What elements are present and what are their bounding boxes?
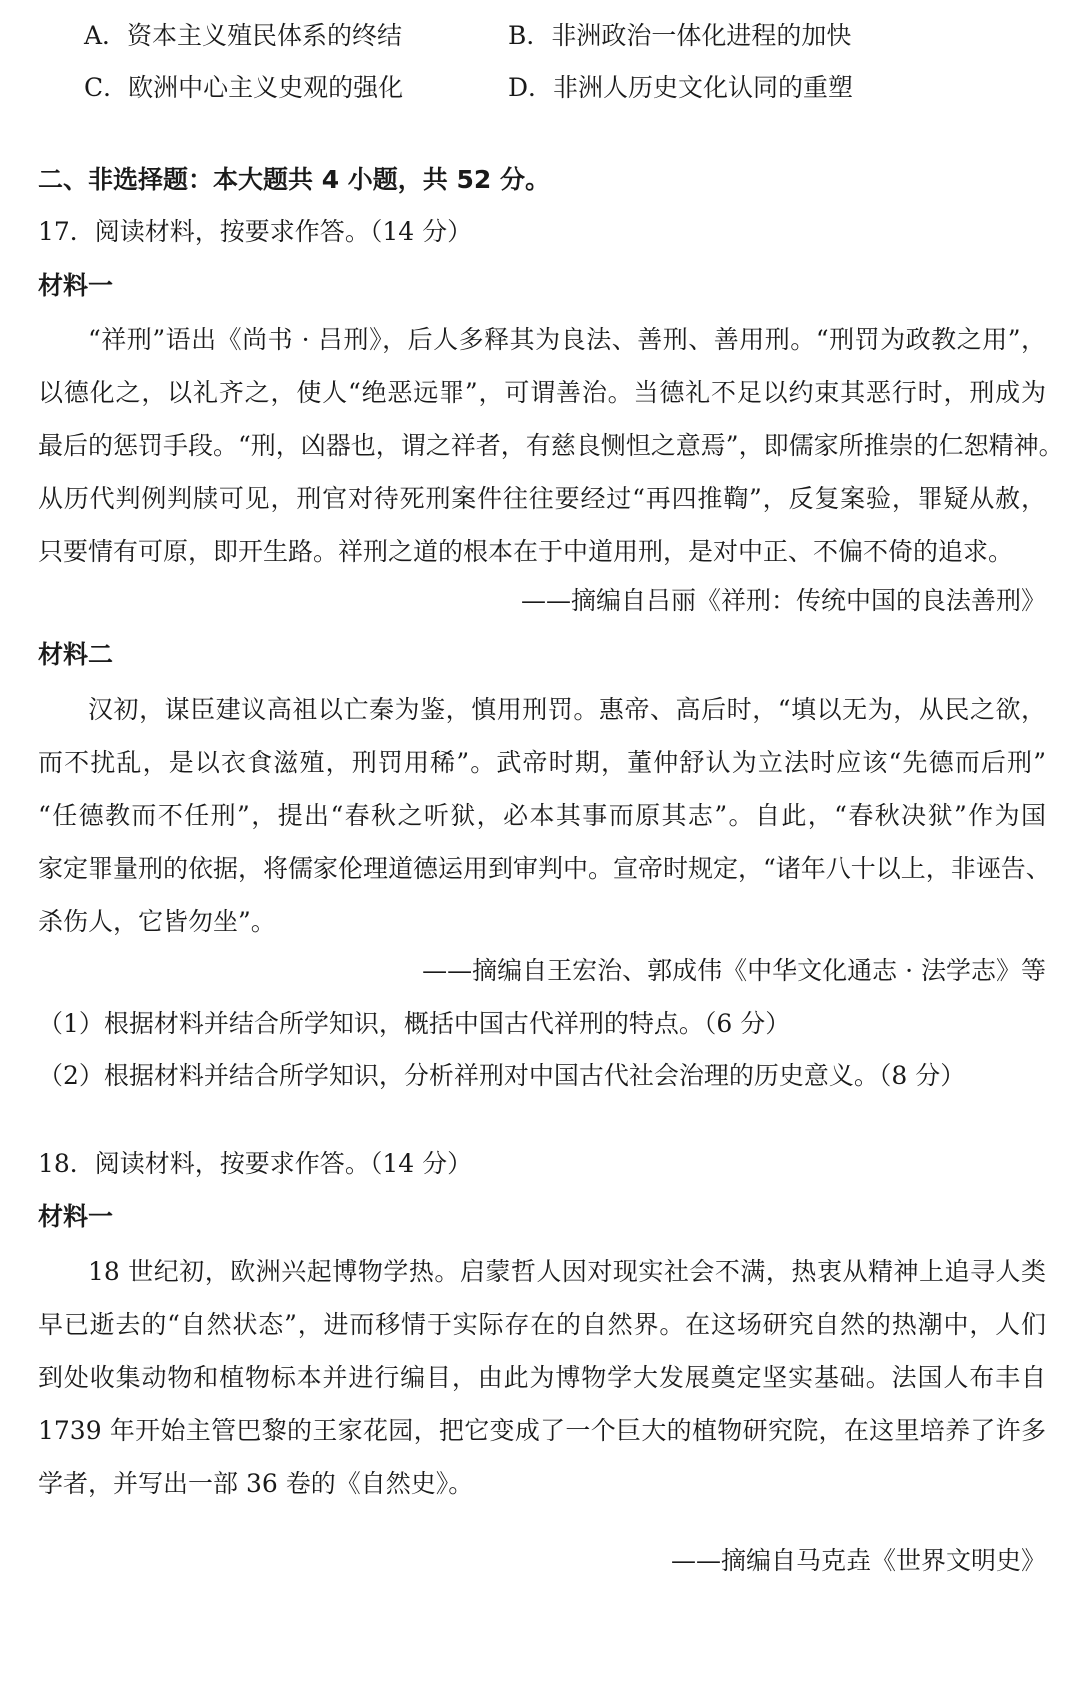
q18-m1-line-5: 学者，并写出一部 36 卷的《自然史》。 bbox=[38, 1469, 474, 1498]
option-d: D．非洲人历史文化认同的重塑 bbox=[508, 73, 854, 102]
q17-m1-source: ——摘编自吕丽《祥刑：传统中国的良法善刑》 bbox=[520, 586, 1046, 615]
q17-m2-source: ——摘编自王宏治、郭成伟《中华文化通志 · 法学志》等 bbox=[422, 956, 1046, 985]
q18-m1-line-4: 1739 年开始主管巴黎的王家花园，把它变成了一个巨大的植物研究院，在这里培养了许多 bbox=[38, 1416, 1046, 1445]
q17-subquestion-2: （2）根据材料并结合所学知识，分析祥刑对中国古代社会治理的历史意义。（8 分） bbox=[38, 1061, 966, 1090]
q17-material1-label: 材料一 bbox=[38, 271, 114, 300]
q17-material2-label: 材料二 bbox=[38, 640, 114, 669]
q17-m2-line-4: 家定罪量刑的依据，将儒家伦理道德运用到审判中。宣帝时规定，“诸年八十以上，非诬告、 bbox=[38, 854, 1051, 883]
q18-m1-line-3: 到处收集动物和植物标本并进行编目，由此为博物学大发展奠定坚实基础。法国人布丰自 bbox=[38, 1363, 1046, 1392]
q18-m1-line-2: 早已逝去的“自然状态”，进而移情于实际存在的自然界。在这场研究自然的热潮中，人们 bbox=[38, 1310, 1046, 1339]
option-c: C．欧洲中心主义史观的强化 bbox=[84, 73, 404, 102]
q17-m2-line-1: 汉初，谋臣建议高祖以亡秦为鉴，慎用刑罚。惠帝、高后时，“填以无为，从民之欲， bbox=[88, 695, 1046, 724]
q18-m1-source: ——摘编自马克垚《世界文明史》 bbox=[670, 1546, 1046, 1575]
q17-m2-line-2: 而不扰乱，是以衣食滋殖，刑罚用稀”。武帝时期，董仲舒认为立法时应该“先德而后刑” bbox=[38, 748, 1046, 777]
q18-material1-label: 材料一 bbox=[38, 1202, 114, 1231]
q17-m1-line-5: 只要情有可原，即开生路。祥刑之道的根本在于中道用刑，是对中正、不偏不倚的追求。 bbox=[38, 537, 1014, 566]
q17-m1-line-3: 最后的惩罚手段。“刑，凶器也，谓之祥者，有慈良恻怛之意焉”，即儒家所推崇的仁恕精神。 bbox=[38, 431, 1064, 460]
q17-m1-line-1: “祥刑”语出《尚书 · 吕刑》，后人多释其为良法、善刑、善用刑。“刑罚为政教之用”， bbox=[88, 325, 1046, 354]
q17-m2-line-5: 杀伤人，它皆勿坐”。 bbox=[38, 907, 276, 936]
q17-m2-line-3: “任德教而不任刑”，提出“春秋之听狱，必本其事而原其志”。自此，“春秋决狱”作为国 bbox=[38, 801, 1046, 830]
q17-subquestion-1: （1）根据材料并结合所学知识，概括中国古代祥刑的特点。（6 分） bbox=[38, 1009, 791, 1038]
option-b: B．非洲政治一体化进程的加快 bbox=[508, 21, 852, 50]
q18-m1-line-1: 18 世纪初，欧洲兴起博物学热。启蒙哲人因对现实社会不满，热衷从精神上追寻人类 bbox=[88, 1257, 1046, 1286]
q17-m1-line-2: 以德化之，以礼齐之，使人“绝恶远罪”，可谓善治。当德礼不足以约束其恶行时，刑成为 bbox=[38, 378, 1046, 407]
q18-header: 18．阅读材料，按要求作答。（14 分） bbox=[38, 1149, 473, 1178]
section-title: 二、非选择题：本大题共 4 小题，共 52 分。 bbox=[38, 165, 551, 194]
q17-m1-line-4: 从历代判例判牍可见，刑官对待死刑案件往往要经过“再四推鞫”，反复案验，罪疑从赦， bbox=[38, 484, 1046, 513]
option-a: A．资本主义殖民体系的终结 bbox=[84, 21, 403, 50]
q17-header: 17．阅读材料，按要求作答。（14 分） bbox=[38, 217, 473, 246]
